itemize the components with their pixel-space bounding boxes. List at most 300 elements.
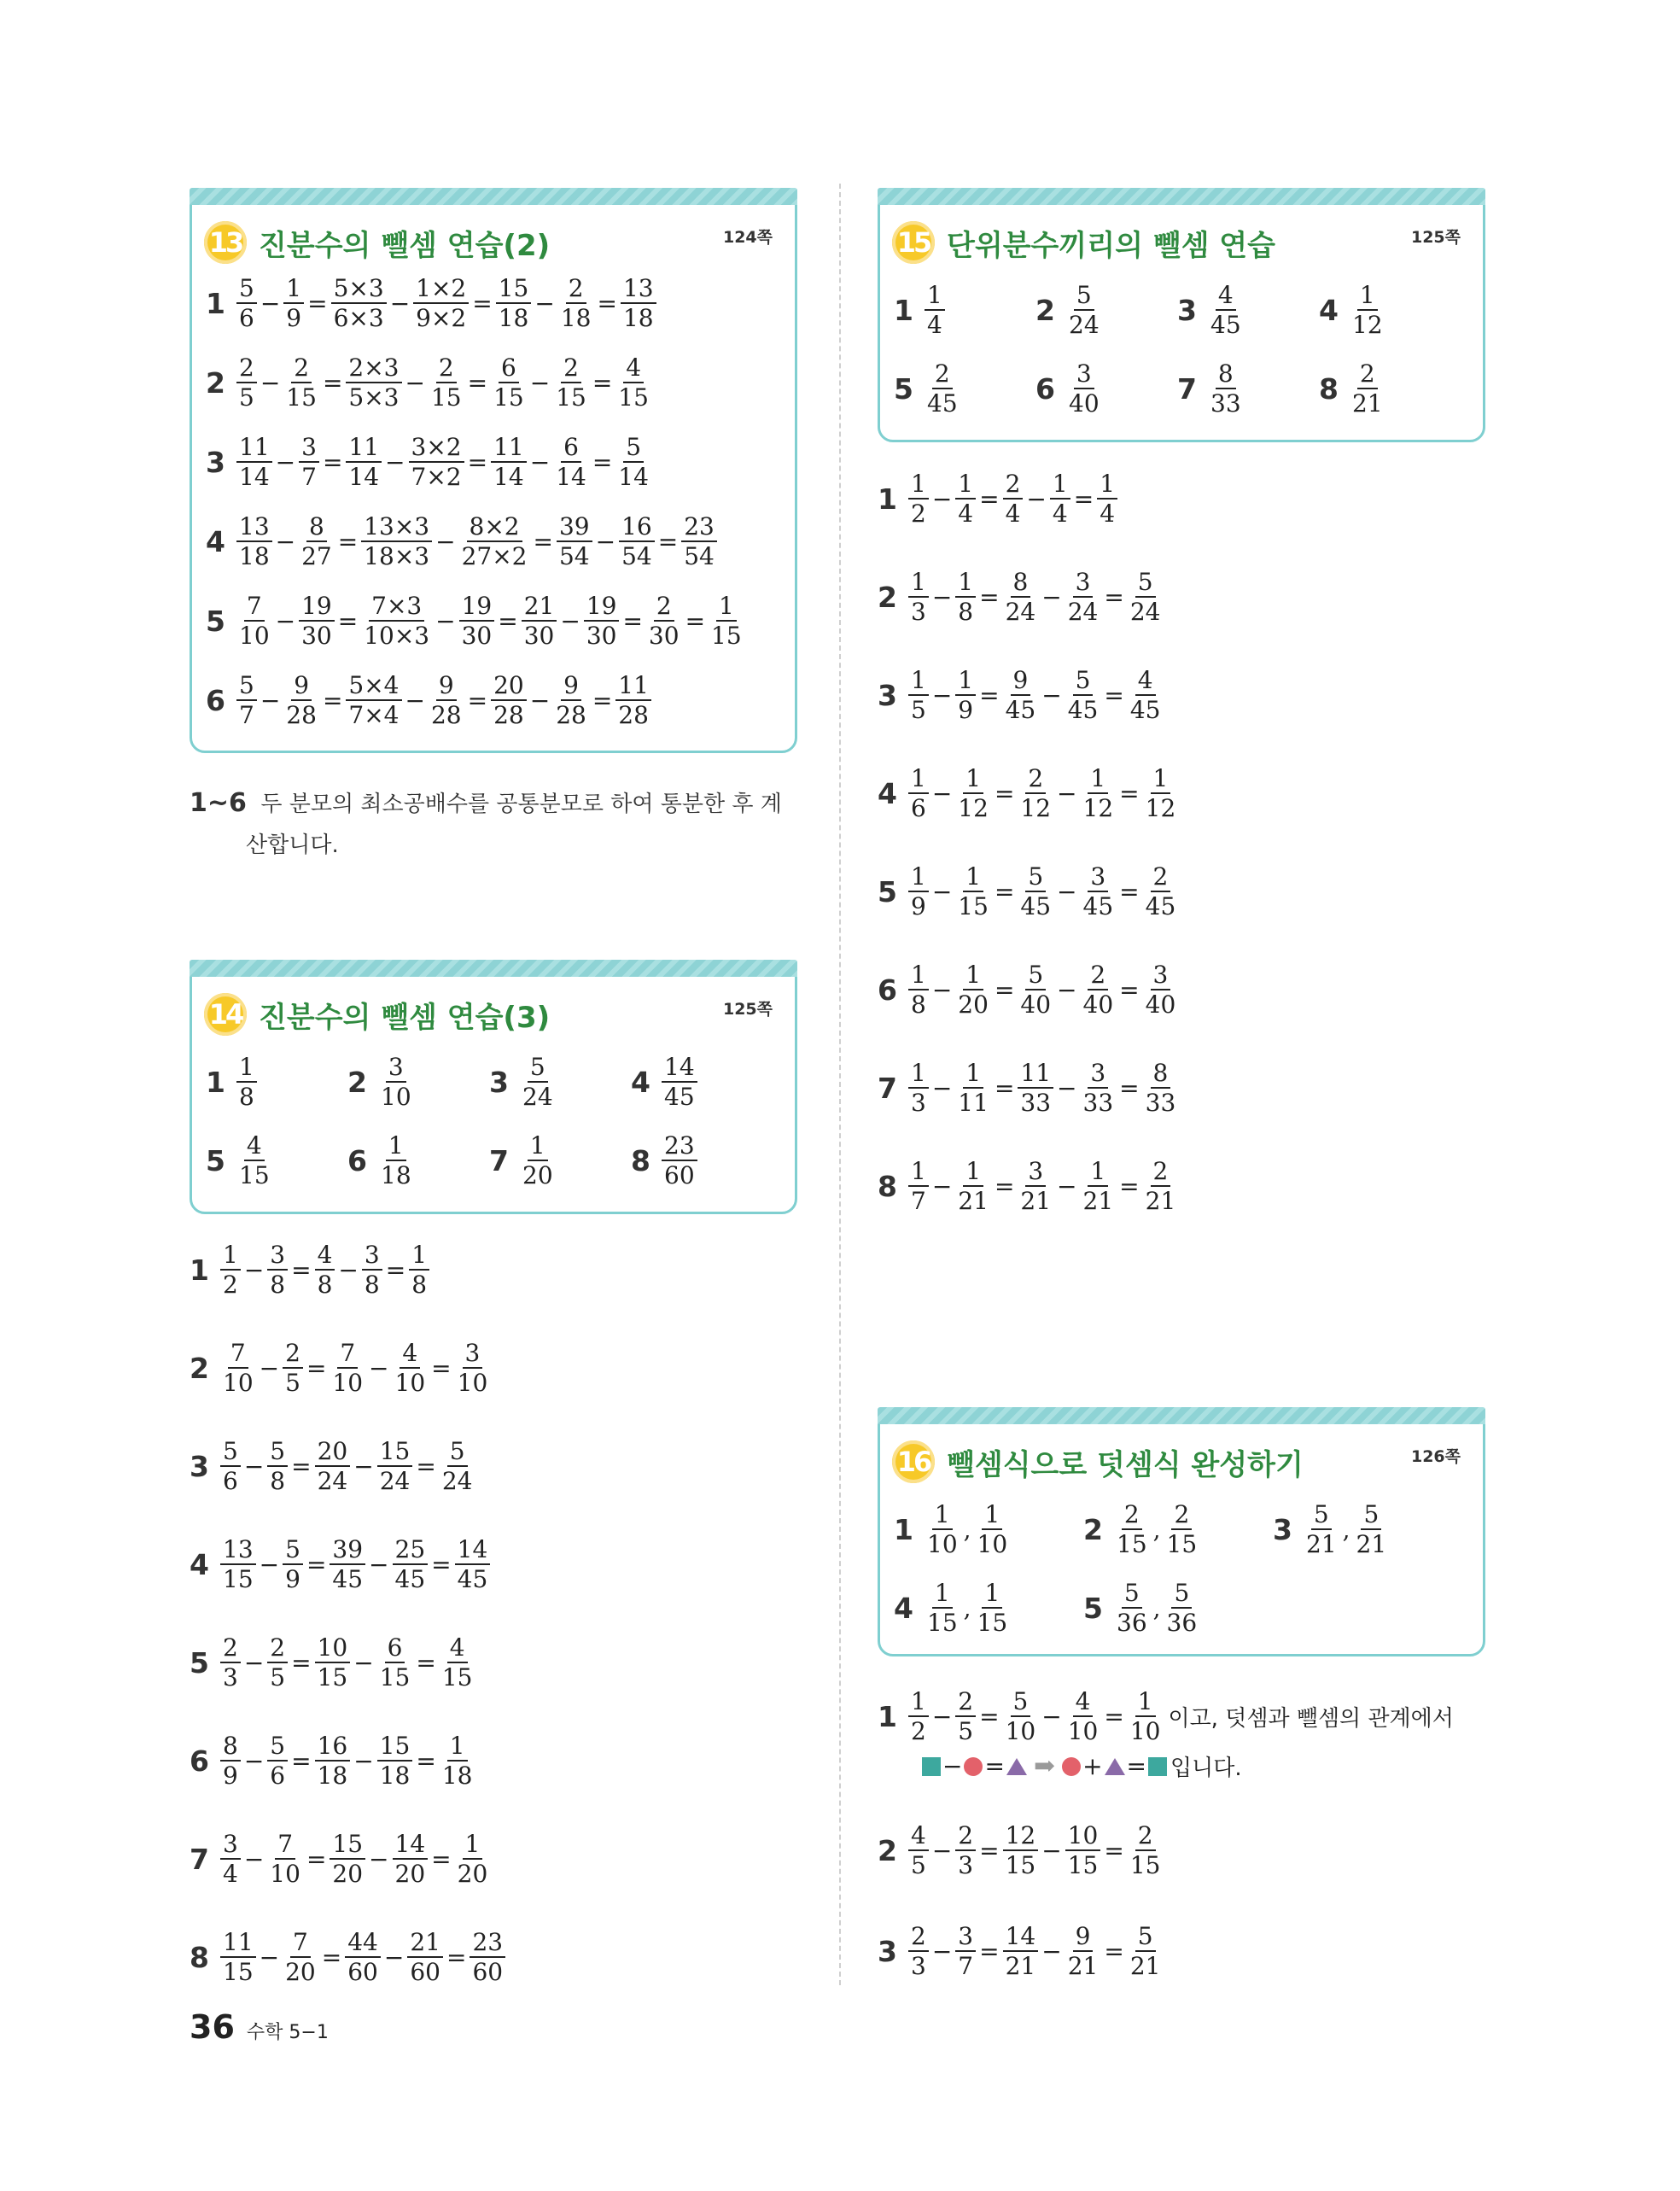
numerator: 15 <box>330 1832 365 1860</box>
minus-sign: − <box>353 1452 374 1481</box>
minus-sign: − <box>259 1353 280 1382</box>
numerator: 3 <box>1074 361 1094 389</box>
fraction <box>1208 361 1244 417</box>
answer-item <box>1177 283 1245 338</box>
denominator: 18 <box>441 1762 473 1791</box>
denominator: 60 <box>410 1958 440 1987</box>
fraction <box>409 435 464 490</box>
denominator: 45 <box>1129 696 1161 725</box>
fraction <box>315 1439 351 1494</box>
fraction <box>377 1635 413 1691</box>
minus-sign: − <box>338 1255 359 1284</box>
answer-item <box>489 1133 557 1189</box>
numerator: 8 <box>1151 1060 1171 1089</box>
item-number: 4 <box>894 1591 913 1625</box>
numerator: 23 <box>681 514 717 542</box>
fraction <box>1018 962 1053 1018</box>
fraction <box>220 1733 241 1789</box>
numerator: 4 <box>1135 668 1156 696</box>
minus-sign: − <box>275 527 296 556</box>
minus-sign: − <box>369 1353 389 1382</box>
numerator: 1 <box>963 864 983 892</box>
denominator: 20 <box>332 1860 364 1889</box>
equals-sign: = <box>1104 681 1124 710</box>
answer-item <box>347 1133 416 1189</box>
fraction <box>955 471 976 527</box>
denominator: 4 <box>1052 500 1068 529</box>
equals-sign: = <box>592 686 613 715</box>
numerator: 1 <box>1088 766 1108 794</box>
denominator: 45 <box>1005 696 1036 725</box>
triangle-shape <box>1105 1758 1125 1775</box>
denominator: 7 <box>958 1952 974 1981</box>
denominator: 15 <box>1129 1851 1161 1880</box>
numerator: 2 <box>236 355 257 383</box>
numerator: 3 <box>1088 864 1108 892</box>
denominator: 3 <box>911 598 926 627</box>
equals-sign: = <box>322 368 343 397</box>
equals-sign: = <box>307 289 328 318</box>
circle-shape <box>964 1757 983 1776</box>
denominator: 9 <box>223 1762 238 1791</box>
numerator: 3 <box>267 1242 288 1271</box>
fraction <box>1350 283 1385 338</box>
triangle-shape <box>1006 1758 1027 1775</box>
equals-sign: = <box>337 606 359 635</box>
denominator: 33 <box>1082 1089 1114 1118</box>
item-number: 5 <box>206 1143 225 1177</box>
numerator: 1 <box>955 471 976 500</box>
column-divider <box>839 184 841 1985</box>
fraction <box>925 1580 960 1636</box>
fraction <box>1003 1689 1039 1744</box>
denominator: 21 <box>1005 1952 1036 1981</box>
numerator: 5×3 <box>331 276 387 304</box>
fraction <box>1350 361 1385 417</box>
denominator: 36 <box>1166 1609 1198 1638</box>
answer-item <box>894 361 962 417</box>
numerator: 3 <box>386 1055 406 1083</box>
numerator: 20 <box>315 1439 351 1467</box>
numerator: 10 <box>1065 1823 1101 1851</box>
equals-sign: = <box>657 527 679 556</box>
numerator: 1 <box>982 1502 1002 1530</box>
denominator: 15 <box>1005 1851 1036 1880</box>
numerator: 8 <box>220 1733 241 1762</box>
answer-item <box>347 1055 416 1110</box>
denominator: 20 <box>522 1161 553 1190</box>
numerator: 1 <box>925 283 945 311</box>
denominator: 20 <box>285 1958 316 1987</box>
numerator: 11 <box>346 435 382 463</box>
numerator: 4 <box>908 1823 929 1851</box>
equals-sign: = <box>1126 1752 1147 1780</box>
fraction <box>615 435 651 490</box>
fraction <box>429 355 464 411</box>
denominator: 4 <box>958 500 974 529</box>
numerator: 5 <box>220 1439 241 1467</box>
fraction <box>955 570 976 625</box>
denominator: 5 <box>239 383 254 412</box>
answer-item <box>1035 283 1104 338</box>
equation-row <box>878 766 1180 821</box>
fraction <box>236 1133 272 1189</box>
fraction <box>662 1055 697 1110</box>
numerator: 14 <box>662 1055 697 1083</box>
equals-sign: = <box>1073 484 1094 513</box>
fraction <box>1143 766 1179 821</box>
denominator: 8 <box>364 1271 380 1300</box>
fraction <box>1066 361 1102 417</box>
numerator: 3 <box>1088 1060 1108 1089</box>
numerator: 1 <box>1050 471 1070 500</box>
denominator: 45 <box>664 1083 695 1112</box>
numerator: 4 <box>315 1242 335 1271</box>
numerator: 1 <box>932 1502 953 1530</box>
equals-sign: = <box>322 686 343 715</box>
fraction <box>267 1635 288 1691</box>
equals-sign: = <box>446 1943 467 1972</box>
numerator: 2 <box>1025 766 1046 794</box>
numerator: 1 <box>908 766 929 794</box>
item-number: 3 <box>489 1065 509 1099</box>
denominator: 7 <box>239 701 254 730</box>
fraction <box>345 1930 381 1985</box>
numerator: 3 <box>1025 1159 1046 1187</box>
numerator: 4 <box>447 1635 468 1663</box>
fraction <box>267 1832 303 1887</box>
denominator: 21 <box>1356 1530 1387 1559</box>
denominator: 5×3 <box>348 383 400 412</box>
denominator: 10 <box>927 1530 958 1559</box>
header-stripe <box>878 1407 1485 1424</box>
denominator: 28 <box>556 701 586 730</box>
minus-sign: − <box>931 1836 953 1865</box>
denominator: 28 <box>430 701 462 730</box>
equation-row <box>206 593 746 649</box>
fraction <box>1114 1502 1150 1557</box>
equals-sign: = <box>416 1648 436 1677</box>
tail-text: 이고, 덧셈과 뺄셈의 관계에서 <box>1168 1705 1454 1732</box>
numerator: 5 <box>1011 1689 1031 1717</box>
fraction <box>315 1242 335 1298</box>
minus-sign: − <box>389 289 411 318</box>
denominator: 15 <box>223 1958 254 1987</box>
fraction <box>955 1689 976 1744</box>
section-title: 진분수의 뺄셈 연습(2) <box>259 228 551 263</box>
equation-row <box>878 1060 1180 1116</box>
numerator: 8×2 <box>467 514 522 542</box>
denominator: 24 <box>1005 598 1036 627</box>
numerator: 39 <box>330 1537 365 1565</box>
section-title: 단위분수끼리의 뺄셈 연습 <box>947 228 1275 263</box>
numerator: 44 <box>345 1930 381 1958</box>
fraction <box>1050 471 1070 527</box>
fraction <box>557 514 592 570</box>
item-number: 1 <box>878 1699 897 1733</box>
fraction <box>393 1341 429 1396</box>
note-text-1: 두 분모의 최소공배수를 공통분모로 하여 통분한 후 계 <box>260 792 782 817</box>
numerator: 5 <box>236 673 257 701</box>
item-number: 3 <box>1177 293 1197 327</box>
equals-sign: = <box>467 368 488 397</box>
denominator: 8 <box>411 1271 428 1300</box>
numerator: 23 <box>470 1930 505 1958</box>
section-header <box>892 1440 1304 1483</box>
minus-sign: − <box>435 527 456 556</box>
equals-sign: = <box>1119 779 1140 808</box>
numerator: 15 <box>377 1733 413 1762</box>
denominator: 4 <box>1005 500 1021 529</box>
fraction <box>220 1341 256 1396</box>
fraction <box>1128 1689 1164 1744</box>
numerator: 7×3 <box>369 593 424 622</box>
numerator: 7 <box>290 1930 311 1958</box>
minus-sign: − <box>942 1752 963 1780</box>
numerator: 3 <box>1073 570 1094 598</box>
fraction <box>1003 471 1024 527</box>
section-16-box <box>878 1407 1485 1656</box>
numerator: 15 <box>377 1439 413 1467</box>
numerator: 5 <box>1074 283 1094 311</box>
denominator: 21 <box>1352 389 1383 418</box>
denominator: 15 <box>927 1609 958 1638</box>
numerator: 2 <box>1357 361 1378 389</box>
minus-sign: − <box>529 686 551 715</box>
minus-sign: − <box>353 1746 374 1775</box>
equation-row <box>878 570 1164 625</box>
denominator: 45 <box>1067 696 1099 725</box>
numerator: 19 <box>459 593 495 622</box>
denominator: 3 <box>958 1851 974 1880</box>
minus-sign: − <box>275 606 296 635</box>
fraction <box>440 1733 475 1789</box>
denominator: 40 <box>1082 990 1114 1020</box>
minus-sign: − <box>1026 484 1047 513</box>
denominator: 54 <box>684 542 715 571</box>
minus-sign: − <box>1057 1073 1077 1102</box>
minus-sign: − <box>931 975 953 1004</box>
numerator: 2 <box>654 593 674 622</box>
equals-sign: = <box>1119 1073 1140 1102</box>
comma: , <box>963 1515 971 1544</box>
numerator: 5 <box>1171 1580 1192 1609</box>
numerator: 1 <box>447 1733 468 1762</box>
item-number: 5 <box>1083 1591 1103 1625</box>
denominator: 18 <box>560 304 592 333</box>
minus-sign: − <box>931 484 953 513</box>
denominator: 3 <box>911 1089 926 1118</box>
numerator: 13 <box>220 1537 256 1565</box>
numerator: 21 <box>407 1930 443 1958</box>
fraction <box>1097 471 1117 527</box>
equation-row <box>190 1930 507 1985</box>
numerator: 1 <box>908 1060 929 1089</box>
minus-sign: − <box>931 1937 953 1966</box>
equation-row <box>190 1635 476 1691</box>
denominator: 21 <box>958 1187 989 1216</box>
fraction <box>1143 962 1179 1018</box>
book-title: 수학 5−1 <box>246 2022 329 2043</box>
numerator: 3 <box>1151 962 1171 990</box>
denominator: 24 <box>441 1467 473 1496</box>
denominator: 24 <box>379 1467 411 1496</box>
item-number: 2 <box>878 580 897 614</box>
numerator: 11 <box>236 435 272 463</box>
equals-sign: = <box>321 1943 342 1972</box>
numerator: 5×4 <box>346 673 401 701</box>
numerator: 2 <box>1003 471 1024 500</box>
equals-sign: = <box>994 1171 1015 1201</box>
numerator: 2 <box>1088 962 1108 990</box>
numerator: 1 <box>1151 766 1171 794</box>
minus-sign: − <box>275 447 296 476</box>
minus-sign: − <box>353 1648 374 1677</box>
denominator: 18 <box>239 542 270 571</box>
answer-item <box>1273 1502 1391 1557</box>
fraction <box>362 1242 382 1298</box>
header-stripe <box>878 188 1485 205</box>
fraction <box>459 514 530 570</box>
fraction <box>299 435 319 490</box>
fraction <box>346 673 401 728</box>
fraction <box>621 276 656 331</box>
numerator: 2 <box>1151 1159 1171 1187</box>
equals-sign: = <box>685 606 706 635</box>
fraction <box>1164 1502 1200 1557</box>
equation-row <box>206 673 653 728</box>
fraction <box>315 1733 351 1789</box>
fraction <box>1003 570 1039 625</box>
equals-sign: = <box>1119 877 1140 906</box>
numerator: 1 <box>963 1060 983 1089</box>
numerator: 1 <box>908 962 929 990</box>
numerator: 2 <box>932 361 953 389</box>
numerator: 4 <box>1073 1689 1094 1717</box>
minus-sign: − <box>1057 1171 1077 1201</box>
fraction <box>455 1341 491 1396</box>
equals-sign: = <box>416 1452 436 1481</box>
item-number: 8 <box>878 1169 897 1203</box>
denominator: 3 <box>223 1663 238 1692</box>
fraction <box>646 593 682 649</box>
equals-sign: = <box>994 877 1015 906</box>
minus-sign: − <box>1057 779 1077 808</box>
denominator: 30 <box>586 622 617 651</box>
fraction <box>1018 1060 1053 1116</box>
fraction <box>925 283 945 338</box>
answer-item <box>631 1133 699 1189</box>
fraction <box>520 1055 556 1110</box>
numerator: 3 <box>463 1341 483 1369</box>
denominator: 40 <box>1020 990 1052 1020</box>
numerator: 1 <box>1357 283 1378 311</box>
fraction <box>1143 864 1179 920</box>
fraction <box>1065 668 1101 723</box>
section-header <box>204 221 550 264</box>
denominator: 54 <box>558 542 590 571</box>
fraction <box>1081 1159 1117 1214</box>
minus-sign: − <box>931 681 953 710</box>
fraction <box>1081 864 1117 920</box>
fraction <box>1065 570 1101 625</box>
fraction <box>1066 283 1102 338</box>
denominator: 45 <box>1145 892 1176 921</box>
numerator: 2 <box>267 1635 288 1663</box>
denominator: 24 <box>1129 598 1161 627</box>
numerator: 2 <box>1135 1823 1156 1851</box>
equals-sign: = <box>979 1937 1000 1966</box>
fraction <box>429 673 464 728</box>
denominator: 9 <box>958 696 974 725</box>
fraction <box>283 1930 318 1985</box>
denominator: 6 <box>911 794 926 823</box>
denominator: 20 <box>394 1860 426 1889</box>
fraction <box>1164 1580 1200 1636</box>
numerator: 11 <box>491 435 527 463</box>
numerator: 8 <box>306 514 327 542</box>
equals-sign: = <box>472 289 493 318</box>
denominator: 45 <box>457 1565 488 1594</box>
fraction <box>1018 864 1053 920</box>
item-number: 6 <box>878 973 897 1007</box>
denominator: 6 <box>270 1762 286 1791</box>
item-number: 3 <box>206 445 225 479</box>
denominator: 18 <box>379 1762 411 1791</box>
denominator: 14 <box>348 463 380 492</box>
denominator: 15 <box>711 622 742 651</box>
fraction <box>955 1924 976 1979</box>
denominator: 24 <box>1069 311 1100 340</box>
denominator: 5 <box>270 1663 286 1692</box>
numerator: 11 <box>1018 1060 1053 1089</box>
equation-row <box>190 1733 476 1789</box>
denominator: 18 <box>498 304 529 333</box>
fraction <box>1304 1502 1339 1557</box>
item-number: 2 <box>1083 1512 1103 1546</box>
denominator: 15 <box>958 892 989 921</box>
numerator: 2 <box>908 1924 929 1952</box>
fraction <box>1114 1580 1150 1636</box>
equals-sign: = <box>291 1648 312 1677</box>
section-13-box <box>190 188 797 753</box>
numerator: 23 <box>662 1133 697 1161</box>
fraction <box>236 276 257 331</box>
numerator: 2 <box>220 1635 241 1663</box>
denominator: 45 <box>1020 892 1052 921</box>
numerator: 20 <box>491 673 527 701</box>
equals-sign: = <box>467 686 488 715</box>
denominator: 14 <box>239 463 270 492</box>
numerator: 2 <box>1151 864 1171 892</box>
minus-sign: − <box>1041 582 1062 611</box>
denominator: 12 <box>1352 311 1383 340</box>
equals-sign: = <box>1104 1836 1124 1865</box>
fraction <box>491 673 527 728</box>
fraction <box>955 1823 976 1878</box>
minus-sign: − <box>931 1171 953 1201</box>
item-number: 6 <box>1035 371 1055 406</box>
equation-row <box>878 1159 1180 1214</box>
denominator: 12 <box>1082 794 1114 823</box>
denominator: 21 <box>1082 1187 1114 1216</box>
denominator: 15 <box>556 383 586 412</box>
item-number: 1 <box>894 293 913 327</box>
fraction <box>584 593 620 649</box>
equals-sign: = <box>984 1752 1005 1780</box>
fraction <box>267 1439 288 1494</box>
equation-row <box>206 355 653 411</box>
